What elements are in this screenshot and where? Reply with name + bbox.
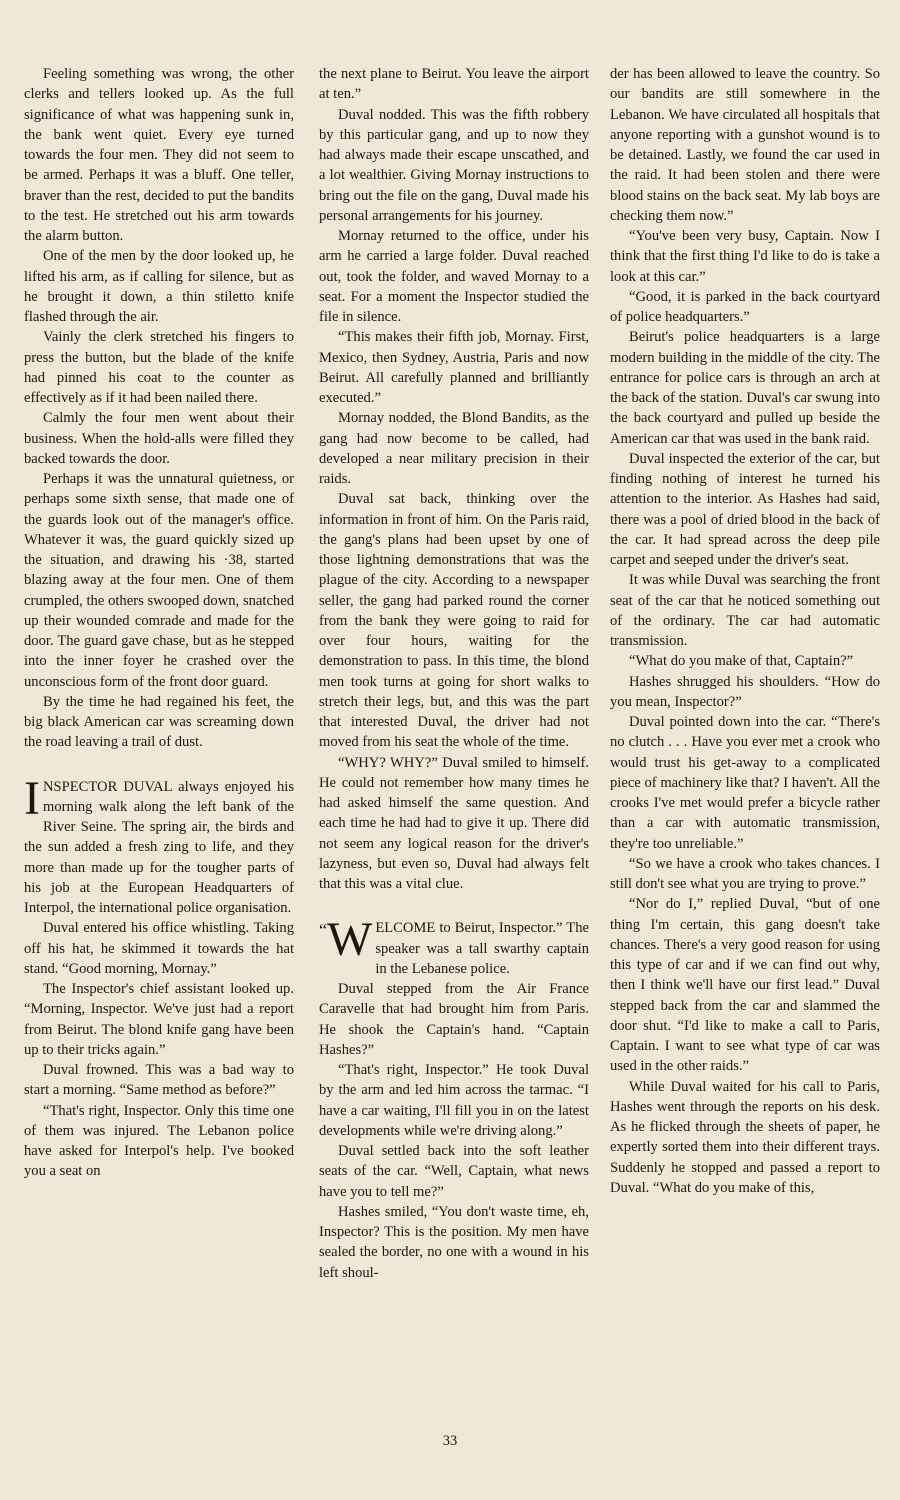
text-column-2	[319, 64, 589, 1283]
section-lead-paragraph	[24, 771, 294, 919]
paragraph: Duval pointed down into the car. “There's no clutch . . . Have you ever met a crook who would trust his get-away to a complicated piece of machinery like that? I haven't. All the crooks I've met would prefer a bicycle rather than a car with automatic transmission, they're too unreliable.”	[610, 714, 880, 852]
paragraph: “Good, it is parked in the back courtyard of police headquarters.”	[610, 288, 880, 325]
paragraph: “That's right, Inspector. Only this time one of them was injured. The Lebanon police have asked for Interpol's help. I've booked you a seat on	[24, 1102, 294, 1180]
text-column-1	[24, 64, 294, 1182]
paragraph: Perhaps it was the unnatural quietness, or perhaps some sixth sense, that made one of the guards look out of the manager's office. Whatever it was, the guard quickly sized up the situation, and drawing his ·38, started blazing away at the four men. One of them crumpled, the others swooped down, snatched up their wounded comrade and made for the door. The guard gave chase, but as he stepped into the inner foyer he crashed over the unconscious form of the front door guard.	[24, 471, 294, 690]
paragraph: Calmly the four men went about their business. When the hold-alls were filled they backed towards the door.	[24, 410, 294, 467]
paragraph: “So we have a crook who takes chances. I still don't see what you are trying to prove.”	[610, 855, 880, 892]
paragraph: Mornay returned to the office, under his arm he carried a large folder. Duval reached out, took the folder, and waved Mornay to a seat. For a moment the Inspector studied the file in silence.	[319, 228, 589, 325]
paragraph: “What do you make of that, Captain?”	[629, 653, 854, 670]
drop-cap: I	[24, 771, 40, 825]
paragraph: Duval frowned. This was a bad way to start a morning. “Same method as before?”	[24, 1062, 294, 1099]
paragraph: “This makes their fifth job, Mornay. First, Mexico, then Sydney, Austria, Paris and now Beirut. All carefully planned and brilliantly executed.”	[319, 329, 589, 406]
paragraph: Vainly the clerk stretched his fingers to press the button, but the blade of the knife had pinned his coat to the counter as effectively as if it had been nailed there.	[24, 329, 294, 406]
open-quote: “	[319, 920, 327, 941]
paragraph: Duval entered his office whistling. Taking off his hat, he skimmed it towards the hat stand. “Good morning, Mornay.”	[24, 920, 294, 977]
paragraph: “Nor do I,” replied Duval, “but of one thing I'm certain, this gang doesn't take chances. There's a very good reason for using this type of car and if we can find out why, then I think we'll have our first lead.” Duval stepped back from the car and slammed the door shut. “I'd like to make a call to Paris, Captain. I want to see what type of car was used in the other raids.”	[610, 896, 880, 1075]
paragraph: Duval inspected the exterior of the car, but finding nothing of interest he turned his attention to the interior. As Hashes had said, there was a pool of dried blood in the back of the car. It had spread across the deep pile carpet and seeped under the driver's seat.	[610, 450, 880, 568]
paragraph: Duval stepped from the Air France Caravelle that had brought him from Paris. He shook the Captain's hand. “Captain Hashes?”	[319, 981, 589, 1058]
paragraph: Hashes shrugged his shoulders. “How do you mean, Inspector?”	[610, 673, 880, 710]
drop-cap-letter: W	[327, 913, 373, 967]
page-number: 33	[442, 1433, 458, 1449]
paragraph: Beirut's police headquarters is a large modern building in the middle of the city. The entrance for police cars is through an arch at the back of the station. Duval's car swung into the back courtyard and pulled up beside the American car that was used in the bank raid.	[610, 329, 880, 447]
continued-paragraph: the next plane to Beirut. You leave the airport at ten.”	[319, 66, 589, 103]
paragraph: While Duval waited for his call to Paris, Hashes went through the reports on his desk. As he flicked through the sheets of paper, he expertly sorted them into their different trays. Suddenly he stopped and passed a report to Duval. “What do you make of this,	[610, 1078, 880, 1196]
paragraph: “You've been very busy, Captain. Now I think that the first thing I'd like to do is take a look at this car.”	[610, 228, 880, 285]
paragraph: “That's right, Inspector.” He took Duval by the arm and led him across the tarmac. “I have a car waiting, I'll fill you in on the latest developments while we're driving along.”	[319, 1062, 589, 1139]
paragraph: “WHY? WHY?” Duval smiled to himself. He could not remember how many times he had asked himself the same question. And each time he had had to give it up. There did not seem any logical reason for the driver's lazyness, but even so, Duval had always felt that this was a vital clue.	[319, 754, 589, 892]
paragraph: It was while Duval was searching the front seat of the car that he noticed something out of the ordinary. The car had automatic transmission.	[610, 572, 880, 649]
paragraph: Duval nodded. This was the fifth robbery by this particular gang, and up to now they had always made their escape unscathed, and a lot wealthier. Giving Mornay instructions to bring out the file on the gang, Duval made his personal arrangements for his journey.	[319, 106, 589, 224]
section-lead-text: ELCOME to Beirut, Inspector.” The speaker was a tall swarthy captain in the Lebanese police.	[375, 920, 589, 977]
continued-paragraph: der has been allowed to leave the country. So our bandits are still somewhere in the Lebanon. We have circulated all hospitals that anyone reporting with a gunshot wound is to be detained. Lastly, we found the car used in the raid. It had been stolen and there were blood stains on the back seat. My lab boys are checking them now.”	[610, 66, 880, 224]
paragraph: Feeling something was wrong, the other clerks and tellers looked up. As the full significance of what was happening sunk in, the bank went quiet. Every eye turned towards the four men. They did not seem to be armed. Perhaps it was a bluff. One teller, braver than the rest, decided to put the bandits to the test. He stretched out his arm towards the alarm button.	[24, 66, 294, 244]
drop-cap	[319, 913, 373, 967]
paragraph: Hashes smiled, “You don't waste time, eh, Inspector? This is the position. My men have sealed the border, no one with a wound in his left shoul-	[319, 1203, 589, 1281]
paragraph: Duval sat back, thinking over the information in front of him. On the Paris raid, the gang's plans had been upset by one of those lightning demonstrations that was the plague of the city. According to a newspaper seller, the gang had parked round the corner from the bank they were going to raid for over four hours, waiting for the demonstration to pass. In this time, the blond men took turns at going for short walks to stretch their legs, but, and this was the part that interested Duval, the driver had not moved from his seat the whole of the time.	[319, 491, 589, 751]
paragraph: One of the men by the door looked up, he lifted his arm, as if calling for silence, but as he brought it down, a thin stiletto knife flashed through the air.	[24, 248, 294, 325]
paragraph: The Inspector's chief assistant looked up. “Morning, Inspector. We've just had a report from Beirut. The blond knife gang have been up to their tricks again.”	[24, 981, 294, 1058]
paragraph: Duval settled back into the soft leather seats of the car. “Well, Captain, what news have you to tell me?”	[319, 1143, 589, 1200]
text-column-3	[610, 64, 880, 1198]
section-lead-paragraph	[319, 913, 589, 979]
paragraph: Mornay nodded, the Blond Bandits, as the gang had now become to be called, had developed a near military precision in their raids.	[319, 410, 589, 487]
section-lead-text: NSPECTOR DUVAL always enjoyed his morning walk along the left bank of the River Seine. The spring air, the birds and the sun added a fresh zing to life, and they more than made up for the tougher parts of his job at the European Headquarters of Interpol, the international police organisation.	[24, 778, 294, 916]
paragraph: By the time he had regained his feet, the big black American car was screaming down the road leaving a trail of dust.	[24, 693, 294, 751]
